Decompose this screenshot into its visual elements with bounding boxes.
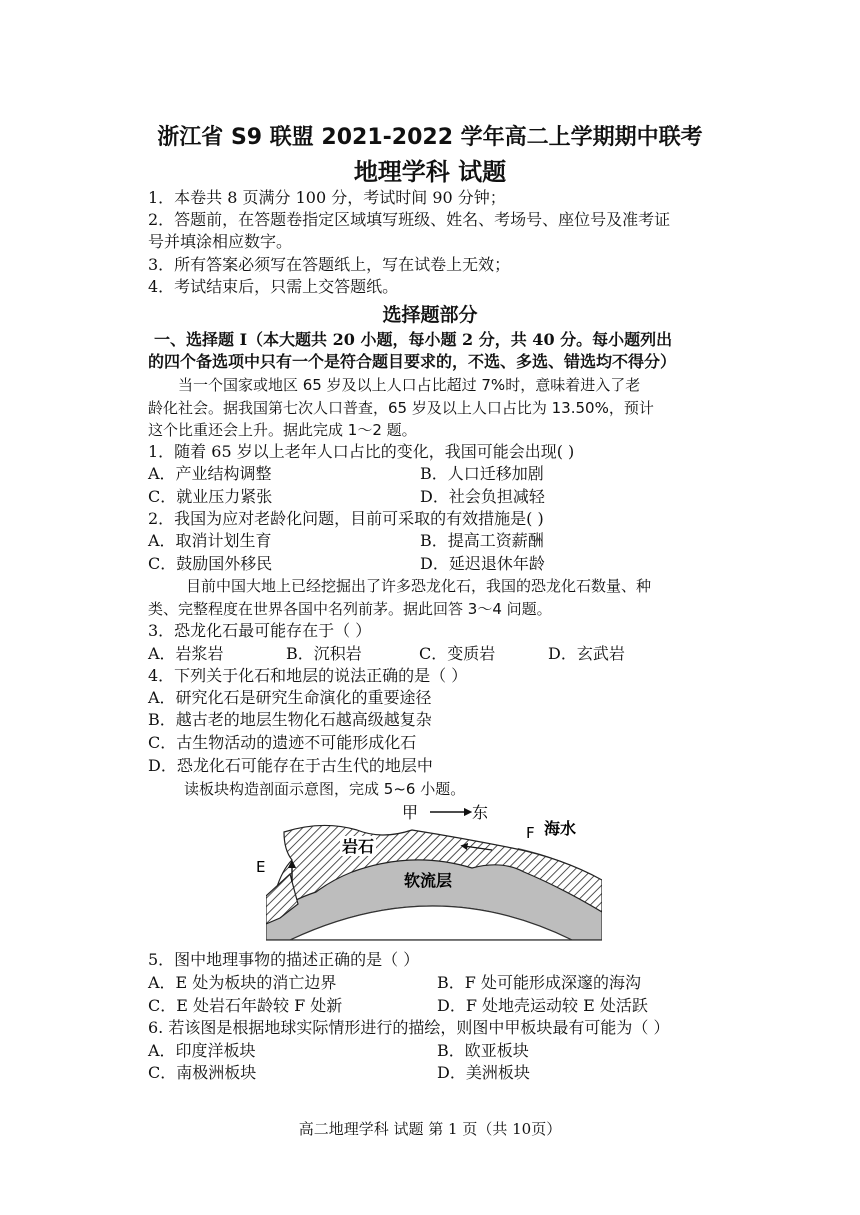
passage1-line2: 龄化社会。据我国第七次人口普查，65 岁及以上人口占比为 13.50%，预计: [148, 399, 654, 417]
label-e: E: [256, 858, 266, 876]
q6-option-b: B．欧亚板块: [437, 1041, 529, 1060]
q1-option-c: C．就业压力紧张: [148, 487, 273, 506]
label-asthenosphere: 软流层: [404, 871, 453, 890]
q3-option-b: B．沉积岩: [286, 644, 362, 663]
label-dong: 东: [472, 803, 489, 822]
q4-stem: 4．下列关于化石和地层的说法正确的是（ ）: [148, 666, 468, 685]
section-intro-1: 一、选择题 I（本大题共 20 小题，每小题 2 分，共 40 分。每小题列出: [154, 330, 673, 349]
q5-option-c: C．E 处岩石年龄较 F 处新: [148, 996, 343, 1015]
q3-option-c: C．变质岩: [419, 644, 496, 663]
section-intro-2: 的四个备选项中只有一个是符合题目要求的，不选、多选、错选均不得分）: [148, 352, 677, 371]
passage1-line1: 当一个国家或地区 65 岁及以上人口占比超过 7%时，意味着进入了老: [178, 376, 641, 394]
section-title: 选择题部分: [382, 304, 478, 326]
passage3: 读板块构造剖面示意图，完成 5~6 小题。: [184, 780, 466, 798]
q2-option-d: D．延迟退休年龄: [420, 554, 545, 573]
q3-stem: 3．恐龙化石最可能存在于（ ）: [148, 621, 372, 640]
q6-option-a: A．印度洋板块: [148, 1041, 256, 1060]
label-jia: 甲: [402, 803, 419, 822]
label-seawater: 海水: [544, 819, 577, 838]
q2-option-a: A．取消计划生育: [148, 531, 272, 550]
q6-option-d: D．美洲板块: [437, 1063, 530, 1082]
q6-stem: 6. 若该图是根据地球实际情形进行的描绘，则图中甲板块最有可能为（ ）: [148, 1018, 670, 1037]
q3-option-a: A．岩浆岩: [148, 644, 224, 663]
q4-option-d: D．恐龙化石可能存在于古生代的地层中: [148, 756, 433, 775]
page-footer: 高二地理学科 试题 第 1 页（共 10页）: [298, 1120, 562, 1138]
instruction-1: 1．本卷共 8 页满分 100 分，考试时间 90 分钟；: [148, 188, 506, 207]
q5-option-b: B．F 处可能形成深邃的海沟: [437, 973, 641, 992]
q5-option-a: A．E 处为板块的消亡边界: [148, 973, 337, 992]
q6-option-c: C．南极洲板块: [148, 1063, 257, 1082]
q1-stem: 1．随着 65 岁以上老年人口占比的变化，我国可能会出现( ): [148, 442, 575, 461]
instruction-2: 2．答题前，在答题卷指定区域填写班级、姓名、考场号、座位号及准考证: [148, 210, 671, 229]
passage2-line1: 目前中国大地上已经挖掘出了许多恐龙化石，我国的恐龙化石数量、种: [186, 577, 652, 595]
label-f: F: [526, 824, 535, 842]
q4-option-a: A．研究化石是研究生命演化的重要途径: [148, 688, 432, 707]
exam-subtitle: 地理学科 试题: [353, 158, 507, 186]
q2-option-b: B．提高工资薪酬: [420, 531, 544, 550]
q1-option-d: D．社会负担减轻: [420, 487, 545, 506]
instruction-3: 3．所有答案必须写在答题纸上，写在试卷上无效；: [148, 255, 511, 274]
instruction-2-cont: 号并填涂相应数字。: [148, 232, 293, 251]
label-rock: 岩石: [342, 837, 375, 856]
q5-stem: 5．图中地理事物的描述正确的是（ ）: [148, 950, 420, 969]
passage2-line2: 类、完整程度在世界各国中名列前茅。据此回答 3～4 问题。: [148, 600, 552, 618]
exam-title: 浙江省 S9 联盟 2021-2022 学年高二上学期期中联考: [157, 125, 703, 150]
instruction-4: 4．考试结束后，只需上交答题纸。: [148, 277, 399, 296]
q5-option-d: D．F 处地壳运动较 E 处活跃: [437, 996, 648, 1015]
plate-tectonics-diagram: [256, 800, 612, 945]
q4-option-c: C．古生物活动的遗迹不可能形成化石: [148, 733, 417, 752]
q4-option-b: B．越古老的地层生物化石越高级越复杂: [148, 710, 432, 729]
passage1-line3: 这个比重还会上升。据此完成 1～2 题。: [148, 421, 417, 439]
q2-option-c: C．鼓励国外移民: [148, 554, 273, 573]
q2-stem: 2．我国为应对老龄化问题，目前可采取的有效措施是( ): [148, 509, 544, 528]
q1-option-a: A．产业结构调整: [148, 464, 272, 483]
q1-option-b: B．人口迁移加剧: [420, 464, 544, 483]
q3-option-d: D．玄武岩: [548, 644, 625, 663]
